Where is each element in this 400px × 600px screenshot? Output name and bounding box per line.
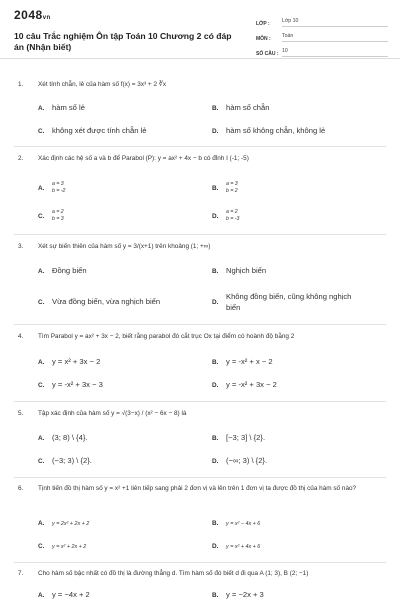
option-letter: A.: [38, 359, 45, 366]
option-letter: A.: [38, 185, 45, 192]
question-4-stem: [18, 332, 388, 342]
option-text: y = 2x² + 2x + 2: [52, 521, 90, 527]
question-4-option-c[interactable]: [38, 380, 103, 389]
question-text: Cho hàm số bậc nhất có đồ thị là đường thẳng d. Tìm hàm số đó biết d đi qua A (1; 3), B (2; −1): [38, 570, 309, 577]
option-text: (−∞; 3) \ {2}.: [226, 456, 268, 465]
option-system: a = 2 b = -3: [226, 209, 240, 222]
question-6-stem: [18, 484, 363, 494]
option-text: không xét được tính chẵn lẻ: [52, 126, 147, 135]
question-text: Xét sự biến thiên của hàm số y = 3/(x+1) trên khoảng (1; +∞): [38, 243, 211, 250]
divider: [14, 401, 386, 402]
question-1-option-b[interactable]: [212, 103, 269, 112]
option-letter: C.: [38, 382, 45, 389]
option-text: y = x² + 3x − 2: [52, 357, 101, 366]
option-letter: B.: [212, 520, 219, 527]
option-letter: D.: [212, 543, 219, 550]
page-title: 10 câu Trắc nghiệm Ôn tập Toán 10 Chương 2 có đáp án (Nhận biết): [14, 31, 232, 52]
meta-count-row: [256, 43, 388, 57]
option-system: a = 2 b = 3: [52, 209, 64, 222]
question-7-option-b[interactable]: [212, 590, 264, 599]
option-text: Không đồng biến, cũng không nghịch biến: [226, 292, 352, 312]
question-2-option-b[interactable]: [212, 181, 238, 195]
meta-value: 10: [282, 48, 388, 57]
option-text: y = -x² + 3x − 2: [226, 380, 277, 389]
option-text: y = −4x + 2: [52, 590, 90, 599]
question-6-option-c[interactable]: [38, 541, 86, 550]
option-letter: D.: [212, 382, 219, 389]
divider: [14, 146, 386, 147]
question-1-option-c[interactable]: [38, 126, 147, 135]
question-text: Tịnh tiến đồ thị hàm số y = x² +1 liên tiếp sang phải 2 đơn vị và lên trên 1 đơn vị ta được đồ thị của hàm số nào?: [38, 485, 357, 492]
option-text: y = x² + 4x + 6: [226, 544, 261, 550]
option-letter: D.: [212, 213, 219, 220]
worksheet-header: [0, 0, 400, 59]
site-logo[interactable]: 2048vn: [14, 8, 51, 22]
meta-label: LỚP :: [256, 21, 270, 27]
option-text: Nghịch biến: [226, 266, 267, 275]
question-number: 7.: [18, 570, 24, 577]
option-letter: A.: [38, 268, 45, 275]
option-text: y = x² + 2x + 2: [52, 544, 87, 550]
option-letter: A.: [38, 592, 45, 599]
option-letter: D.: [212, 458, 219, 465]
option-letter: C.: [38, 458, 45, 465]
divider: [14, 234, 386, 235]
option-text: hàm số lẻ: [52, 103, 85, 112]
question-3-option-a[interactable]: [38, 266, 87, 275]
option-text: y = -x² + x − 2: [226, 357, 273, 366]
worksheet-meta: [256, 13, 388, 58]
question-1-stem: [18, 80, 388, 90]
question-text: Tìm Parabol y = ax² + 3x − 2, biết rằng parabol đó cắt trục Ox tại điểm có hoành độ bằng 2: [38, 333, 295, 340]
question-3-option-d[interactable]: [212, 291, 362, 313]
option-letter: C.: [38, 128, 45, 135]
question-text: Tập xác định của hàm số y = √(3−x) / (x² − 6x − 8) là: [38, 410, 187, 417]
option-letter: D.: [212, 128, 219, 135]
question-4-option-d[interactable]: [212, 380, 277, 389]
option-text: (3; 8) \ {4}.: [52, 433, 88, 442]
question-text: Xác định các hệ số a và b để Parabol (P): y = ax² + 4x − b có đỉnh I (-1; -5): [38, 155, 249, 162]
question-number: 4.: [18, 333, 24, 340]
meta-value: Lớp 10: [282, 18, 388, 27]
option-letter: B.: [212, 268, 219, 275]
divider: [14, 477, 386, 478]
question-4-option-a[interactable]: [38, 357, 100, 366]
option-letter: B.: [212, 359, 219, 366]
question-3-option-b[interactable]: [212, 266, 266, 275]
option-text: y = -x² + 3x − 3: [52, 380, 103, 389]
option-text: y = −2x + 3: [226, 590, 264, 599]
question-text: Xét tính chẵn, lẻ của hàm số f(x) = 3x³ + 2 ∛x: [38, 81, 167, 88]
question-number: 1.: [18, 81, 24, 88]
divider: [14, 562, 386, 563]
option-text: Đồng biến: [52, 266, 87, 275]
question-6-option-a[interactable]: [38, 518, 89, 527]
meta-value: Toán: [282, 33, 388, 42]
option-letter: C.: [38, 543, 45, 550]
option-text: (−3; 3) \ {2}.: [52, 456, 92, 465]
question-5-stem: [18, 409, 388, 419]
option-text: Vừa đồng biến, vừa nghịch biến: [52, 297, 161, 306]
question-5-option-c[interactable]: [38, 456, 92, 465]
question-7-option-a[interactable]: [38, 590, 90, 599]
option-system: a = 3 b = 2: [226, 181, 238, 194]
meta-class-row: [256, 13, 388, 27]
question-number: 5.: [18, 410, 24, 417]
divider: [14, 324, 386, 325]
question-3-stem: [18, 242, 388, 252]
question-2-option-a[interactable]: [38, 181, 65, 195]
question-2-option-c[interactable]: [38, 209, 64, 223]
option-letter: A.: [38, 520, 45, 527]
meta-subject-row: [256, 28, 388, 42]
question-2-option-d[interactable]: [212, 209, 239, 223]
meta-label: SỐ CÂU :: [256, 51, 279, 57]
question-2-stem: [18, 154, 388, 164]
option-text: hàm số không chẵn, không lẻ: [226, 126, 326, 135]
option-letter: B.: [212, 185, 219, 192]
option-letter: D.: [212, 299, 219, 306]
question-number: 2.: [18, 155, 24, 162]
question-number: 3.: [18, 243, 24, 250]
question-5-option-b[interactable]: [212, 433, 265, 442]
question-6-option-d[interactable]: [212, 541, 260, 550]
option-text: hàm số chẵn: [226, 103, 270, 112]
question-4-option-b[interactable]: [212, 357, 273, 366]
option-text: y = x² − 4x + 6: [226, 521, 261, 527]
option-letter: A.: [38, 105, 45, 112]
option-letter: C.: [38, 299, 45, 306]
option-system: a = 3 b = -2: [52, 181, 66, 194]
question-1-option-d[interactable]: [212, 126, 325, 135]
question-7-stem: [18, 569, 388, 579]
option-letter: A.: [38, 435, 45, 442]
question-5-option-d[interactable]: [212, 456, 267, 465]
question-5-option-a[interactable]: [38, 433, 87, 442]
option-letter: B.: [212, 105, 219, 112]
meta-label: MÔN :: [256, 36, 271, 42]
option-letter: B.: [212, 592, 219, 599]
option-text: [−3; 3] \ {2}.: [226, 433, 266, 442]
option-letter: C.: [38, 213, 45, 220]
question-1-option-a[interactable]: [38, 103, 85, 112]
question-3-option-c[interactable]: [38, 297, 160, 306]
question-number: 6.: [18, 485, 24, 492]
option-letter: B.: [212, 435, 219, 442]
question-6-option-b[interactable]: [212, 518, 260, 527]
